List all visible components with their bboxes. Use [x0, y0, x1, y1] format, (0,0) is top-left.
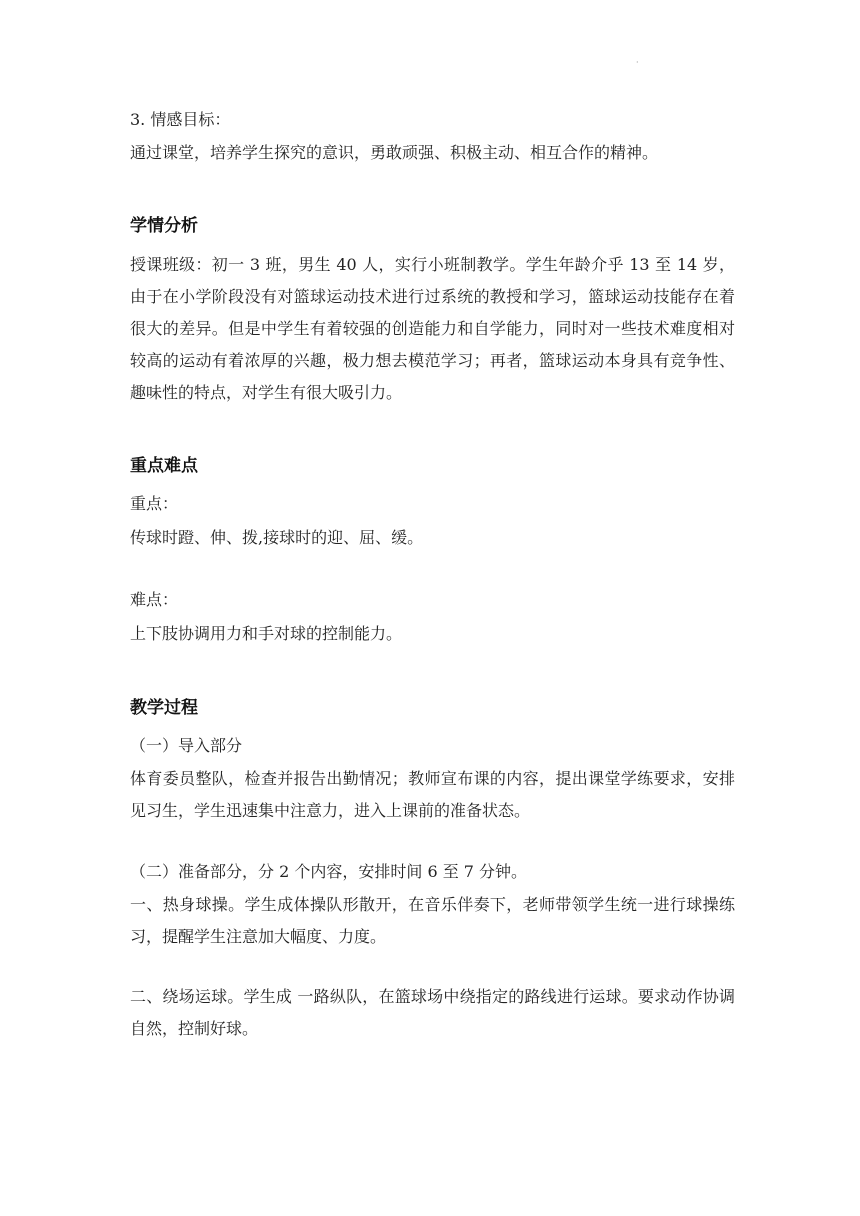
process-part1-title: （一）导入部分: [130, 736, 243, 755]
emotion-goal-text: 通过课堂，培养学生探究的意识，勇敢顽强、积极主动、相互合作的精神。: [130, 143, 659, 162]
difficulty-text: 上下肢协调用力和手对球的控制能力。: [130, 624, 403, 643]
process-item2: 二、绕场运球。学生成 一路纵队，在篮球场中绕指定的路线进行运球。要求动作协调自然，控制好球。: [130, 987, 735, 1038]
process-part2-title: （二）准备部分，分 2 个内容，安排时间 6 至 7 分钟。: [130, 862, 528, 881]
key-points-section: [130, 449, 735, 651]
key-label: 重点：: [130, 494, 179, 513]
process-heading: 教学过程: [130, 698, 198, 718]
key-text: 传球时蹬、伸、拨,接球时的迎、屈、缓。: [130, 528, 424, 547]
key-points-heading: 重点难点: [130, 456, 198, 476]
analysis-section: [130, 209, 735, 409]
difficulty-label: 难点：: [130, 590, 179, 609]
process-part1-text: 体育委员整队，检查并报告出勤情况；教师宣布课的内容，提出课堂学练要求，安排见习生，学生迅速集中注意力，进入上课前的准备状态。: [130, 769, 735, 820]
process-section: [130, 691, 735, 1045]
analysis-text: 授课班级：初一 3 班，男生 40 人，实行小班制教学。学生年龄介乎 13 至 14 岁，由于在小学阶段没有对篮球运动技术进行过系统的教授和学习，篮球运动技能存在着很大的差异。但是中学生有着较强的创造能力和自学能力，同时对一些技术难度相对较高的运动有着浓厚的兴趣，极力想去模范学习；再者，篮球运动本身具有竞争性、趣味性的特点，对学生有很大吸引力。: [130, 255, 735, 402]
document-content: [130, 103, 735, 1045]
page-marker: ·: [636, 58, 639, 67]
process-item1: 一、热身球操。学生成体操队形散开，在音乐伴奏下，老师带领学生统一进行球操练习，提醒学生注意加大幅度、力度。: [130, 895, 735, 946]
emotion-goal-title: 3. 情感目标：: [130, 110, 231, 129]
emotion-goal-section: [130, 103, 735, 169]
analysis-heading: 学情分析: [130, 216, 198, 236]
